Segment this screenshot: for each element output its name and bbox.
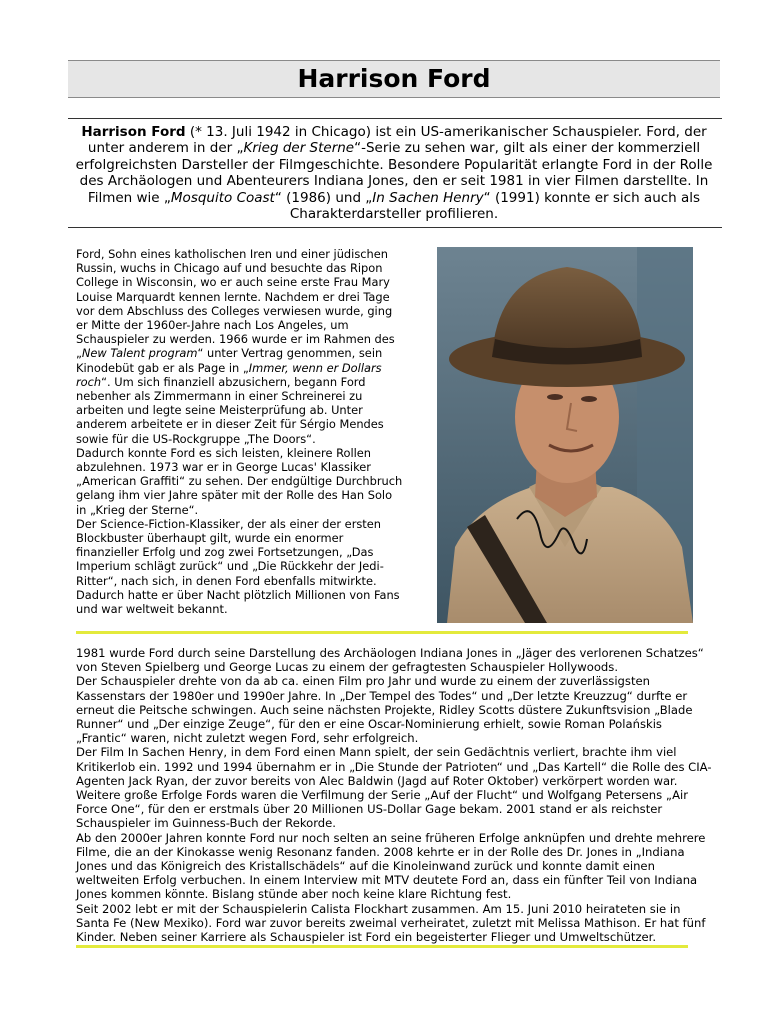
page-title: Harrison Ford <box>297 64 491 93</box>
text-run: “. Um sich finanziell abzusichern, begann Ford nebenher als Zimmermann in einer Schreinerei zu arbeiten und legte seine Meisterprüfung ab. Unter anderem arbeitete er in dieser Zeit für Sérgio Mendes sowie für die US-Rockgruppe „The Doors“. <box>76 374 384 446</box>
left-paragraph-2: Dadurch konnte Ford es sich leisten, kleinere Rollen abzulehnen. 1973 war er in George Lucas' Klassiker „American Graffiti“ zu sehen. Der endgültige Durchbruch gelang ihm vier Jahre später mit der Rolle des Han Solo in „Krieg der Sterne“. <box>76 445 403 517</box>
bottom-paragraph-3: Der Film In Sachen Henry, in dem Ford einen Mann spielt, der sein Gedächtnis verliert, brachte ihm viel Kritikerlob ein. 1992 und 1994 übernahm er in „Die Stunde der Patrioten“ und „Das Kartell“ die Rolle des CIA-Agenten Jack Ryan, der zuvor bereits von Alec Baldwin (Jagd auf Roter Oktober) verkörpert worden war. <box>76 745 712 788</box>
text-run: Ford, Sohn eines katholischen Iren und einer jüdischen Russin, wuchs in Chicago auf und besuchte das Ripon College in Wisconsin, wo er auch seine erste Frau Mary Louise Marquardt kennen lernte. Nachdem er drei Tage vor dem Abschluss des Colleges verwiesen wurde, ging er Mitte der 1960er-Jahre nach Los Angeles, um Schauspieler zu werden. 1966 wurde er im Rahmen des „ <box>76 247 395 361</box>
left-paragraph-3: Der Science-Fiction-Klassiker, der als einer der ersten Blockbuster überhaupt gilt, wurde ein enormer finanzieller Erfolg und zog zwei Fortsetzungen, „Das Imperium schlägt zurück“ und „Die Rückkehr der Jedi-Ritter“, nach sich, in denen Ford ebenfalls mitwirkte. Dadurch hatte er über Nacht plötzlich Millionen von Fans und war weltweit bekannt. <box>76 516 400 617</box>
bottom-paragraph-4: Weitere große Erfolge Fords waren die Verfilmung der Serie „Auf der Flucht“ und Wolfgang Petersens „Air Force One“, für den er erstmals über 20 Millionen US-Dollar Gage bekam. 2001 stand er als reichster Schauspieler im Guinness-Buch der Rekorde. <box>76 788 689 831</box>
italic-dollars: Immer, wenn er Dollars roch <box>76 360 382 389</box>
portrait-illustration <box>437 247 693 623</box>
bottom-paragraph-5: Ab den 2000er Jahren konnte Ford nur noch selten an seine früheren Erfolge anknüpfen und drehte mehrere Filme, die an der Kinokasse wenig Resonanz fanden. 2008 kehrte er in der Rolle des Dr. Jones in „Indiana Jones und das Königreich des Kristallschädels“ auf die Kinoleinwand zurück und konnte damit einen weltweiten Erfolg verbuchen. In einem Interview mit MTV deutete Ford an, dass ein fünfter Teil von Indiana Jones kommen könnte. Bislang stünde aber noch keine klare Richtung fest. <box>76 830 706 902</box>
title-bar <box>68 60 720 98</box>
intro-text: “ (1986) und „ <box>274 189 373 206</box>
intro-italic-star-wars: Krieg der Sterne <box>243 140 355 157</box>
bottom-paragraph-1: 1981 wurde Ford durch seine Darstellung des Archäologen Indiana Jones in „Jäger des verlorenen Schatzes“ von Steven Spielberg und George Lucas zu einem der gefragtesten Schauspieler Hollywoods. <box>76 646 704 675</box>
bottom-text <box>76 646 716 944</box>
bottom-paragraph-2: Der Schauspieler drehte von da ab ca. einen Film pro Jahr und wurde zu einem der zuverlässigsten Kassenstars der 1980er und 1990er Jahre. In „Der Tempel des Todes“ und „Der letzte Kreuzzug“ durfte er erneut die Peitsche schwingen. Auch seine nächsten Projekte, Ridley Scotts düstere Zukunftsvision „Blade Runner“ und „Der einzige Zeuge“, für den er eine Oscar-Nominierung erhielt, sowie Roman Polańskis „Frantic“ waren, nicht zuletzt wegen Ford, sehr erfolgreich. <box>76 674 693 746</box>
intro-text: “-Serie zu sehen war, gilt als einer der kommerziell erfolgreichsten Darsteller der Filmgeschichte. Besondere Popularität erlangte Ford in der Rolle des Archäologen und Abenteurers Indiana Jones, den er seit 1981 in vier Filmen darstellte. In Filmen wie „ <box>75 140 713 206</box>
intro-text: (* 13. Juli 1942 in Chicago) ist ein US-amerikanischer Schauspieler. Ford, der unter anderem in der „ <box>87 124 707 157</box>
intro-paragraph <box>74 124 714 222</box>
intro-italic-in-sachen-henry: In Sachen Henry <box>372 189 484 206</box>
portrait-photo <box>437 247 693 623</box>
bottom-paragraph-6: Seit 2002 lebt er mit der Schauspielerin Calista Flockhart zusammen. Am 15. Juni 2010 heirateten sie in Santa Fe (New Mexiko). Ford war zuvor bereits zweimal verheiratet, zuletzt mit Melissa Mathison. Er hat fünf Kinder. Neben seiner Karriere als Schauspieler ist Ford ein begeisterter Flieger und Umweltschützer. <box>76 901 706 945</box>
intro-italic-mosquito-coast: Mosquito Coast <box>170 189 275 206</box>
left-column-text <box>76 247 406 616</box>
italic-new-talent: New Talent program <box>81 346 198 361</box>
text-run: “ unter Vertrag genommen, sein Kinodebüt gab er als Page in „ <box>76 346 383 375</box>
left-paragraph-1 <box>76 247 406 446</box>
accent-rule-1 <box>76 631 688 634</box>
divider-bottom <box>68 227 722 228</box>
divider-top <box>68 118 722 119</box>
intro-name: Harrison Ford <box>81 124 186 140</box>
intro-text: “ (1991) konnte er sich auch als Charakterdarsteller profilieren. <box>289 189 701 223</box>
accent-rule-2 <box>76 945 688 948</box>
